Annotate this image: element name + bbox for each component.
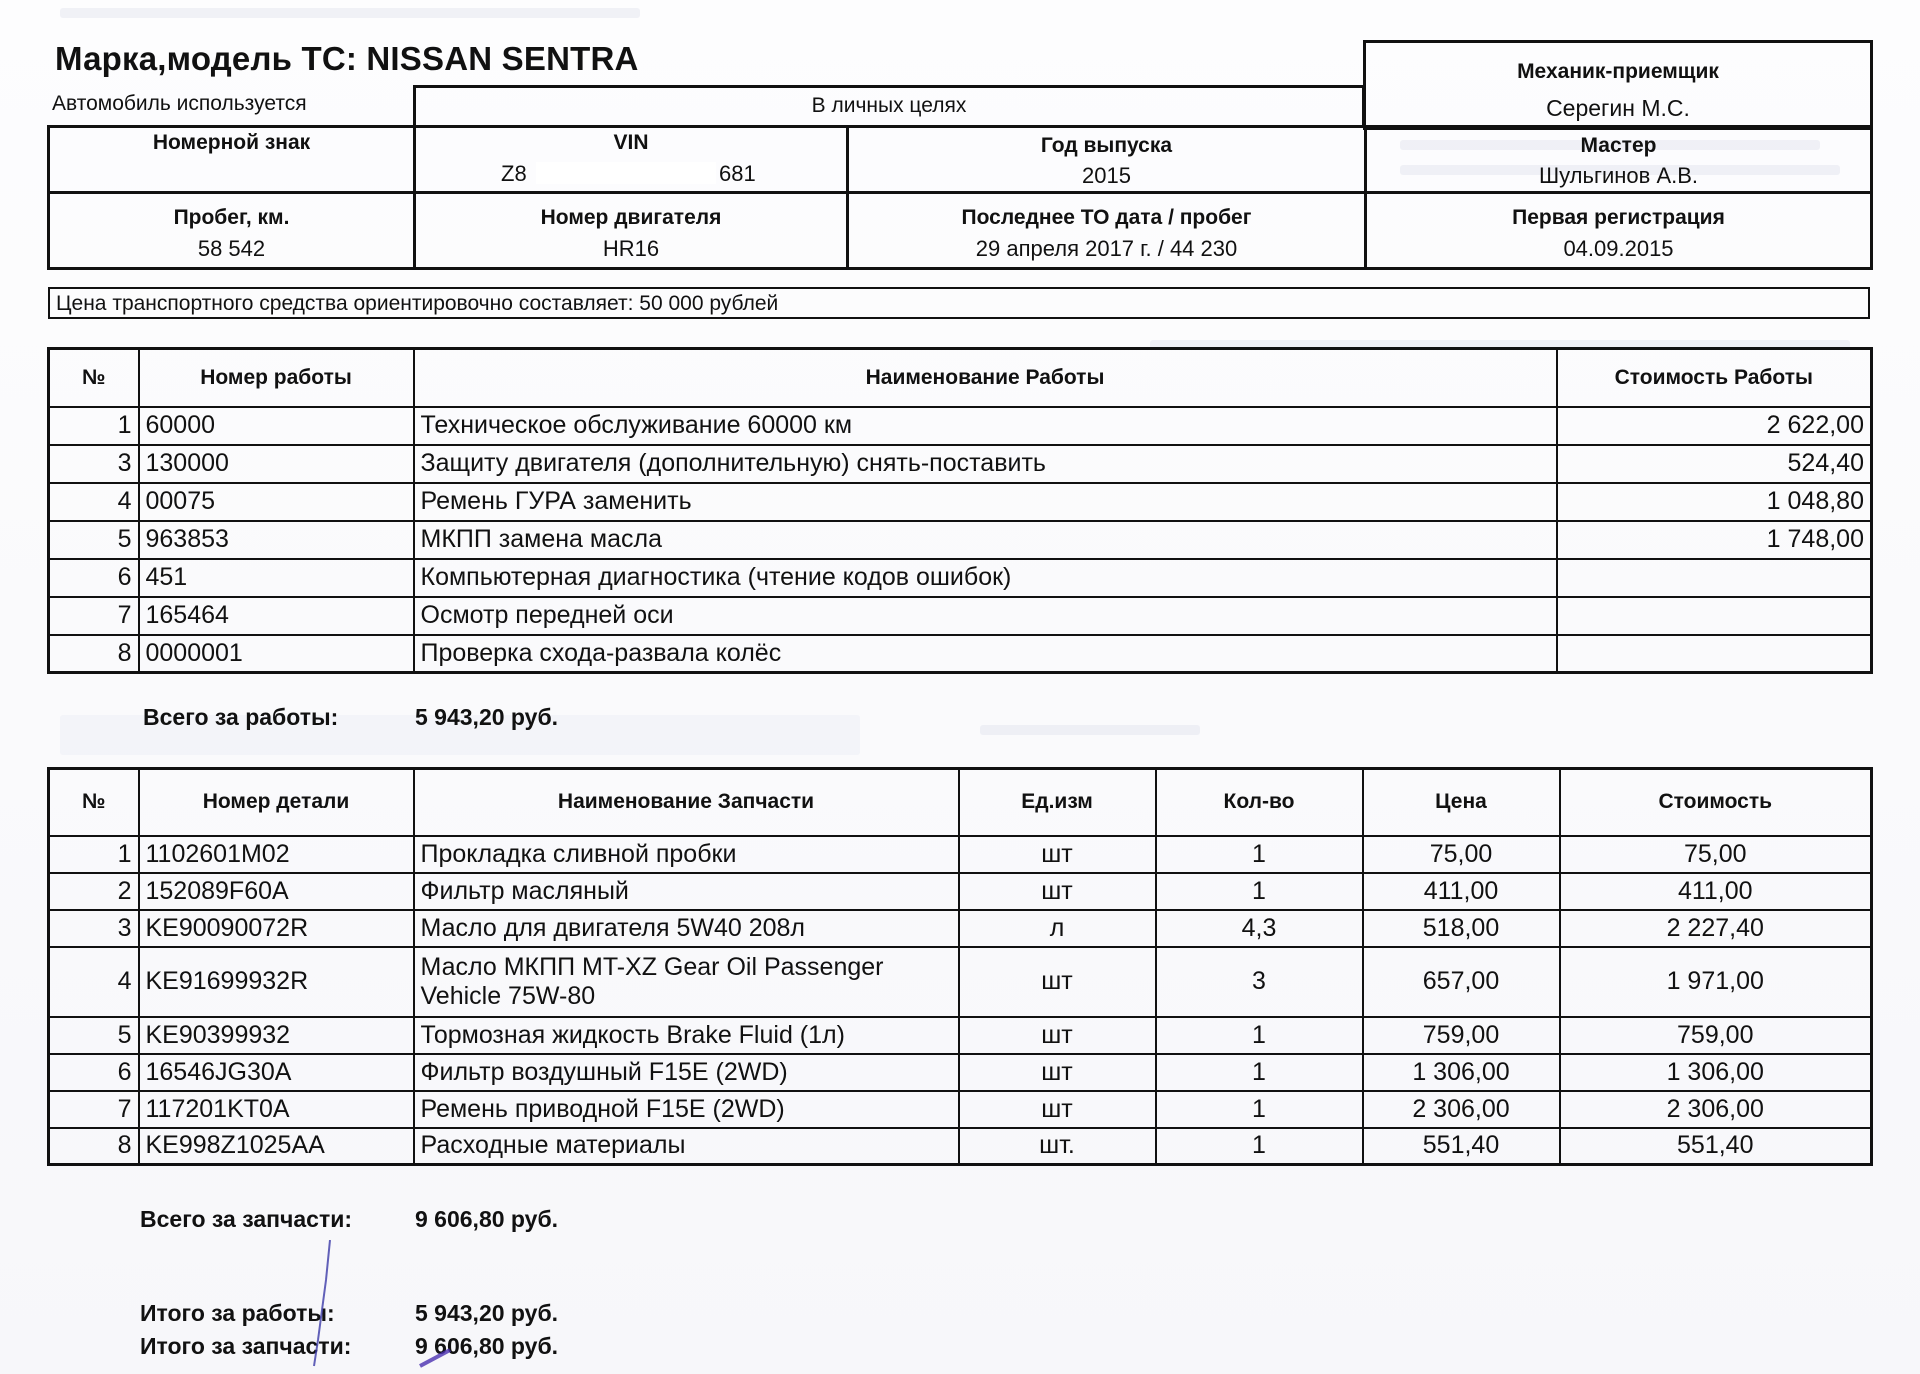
- signature-stroke: [300, 1240, 460, 1374]
- part-name: Ремень приводной F15E (2WD): [414, 1091, 959, 1128]
- work-num: 5: [49, 521, 139, 559]
- work-code: 0000001: [139, 635, 414, 673]
- work-code: 00075: [139, 483, 414, 521]
- works-total-label: Всего за работы:: [143, 704, 339, 730]
- part-name: Фильтр воздушный F15E (2WD): [414, 1054, 959, 1091]
- engine-cell: [416, 194, 849, 267]
- work-name: Проверка схода-развала колёс: [414, 635, 1557, 673]
- work-num: 7: [49, 597, 139, 635]
- vin-prefix: Z8: [501, 161, 527, 186]
- mileage-value: 58 542: [197, 236, 266, 261]
- receiver-value: Серегин М.С.: [1546, 95, 1690, 121]
- works-header-row: [49, 349, 1872, 407]
- part-num: 6: [49, 1054, 139, 1091]
- year-cell: [849, 128, 1367, 194]
- vin-suffix: 681: [719, 161, 756, 186]
- part-qty: 1: [1156, 873, 1363, 910]
- work-cost: [1557, 597, 1872, 635]
- part-name: Расходные материалы: [414, 1128, 959, 1165]
- part-num: 8: [49, 1128, 139, 1165]
- work-code: 130000: [139, 445, 414, 483]
- table-row: [49, 559, 1872, 597]
- part-price: 759,00: [1363, 1017, 1560, 1054]
- part-qty: 1: [1156, 1091, 1363, 1128]
- vin-label: VIN: [613, 131, 649, 154]
- work-code: 963853: [139, 521, 414, 559]
- master-label: Мастер: [1580, 134, 1657, 157]
- work-cost: 1 748,00: [1557, 521, 1872, 559]
- table-row: [49, 597, 1872, 635]
- part-code: 1102601M02: [139, 836, 414, 873]
- part-code: 16546JG30A: [139, 1054, 414, 1091]
- engine-label: Номер двигателя: [540, 206, 722, 229]
- last-to-value: 29 апреля 2017 г. / 44 230: [975, 236, 1238, 261]
- price-note: Цена транспортного средства ориентировочно составляет: 50 000 рублей: [56, 292, 779, 315]
- parts-col-num: №: [49, 769, 139, 836]
- table-row: [49, 407, 1872, 445]
- part-cost: 75,00: [1560, 836, 1872, 873]
- part-price: 518,00: [1363, 910, 1560, 947]
- part-qty: 1: [1156, 1017, 1363, 1054]
- year-value: 2015: [1082, 163, 1131, 188]
- table-row: [49, 635, 1872, 673]
- works-table: [47, 347, 1873, 674]
- part-cost: 2 227,40: [1560, 910, 1872, 947]
- part-code: KE90399932: [139, 1017, 414, 1054]
- part-unit: шт: [959, 873, 1156, 910]
- part-name: Прокладка сливной пробки: [414, 836, 959, 873]
- work-cost: 2 622,00: [1557, 407, 1872, 445]
- parts-col-name: Наименование Запчасти: [414, 769, 959, 836]
- plate-label: Номерной знак: [152, 131, 311, 154]
- part-unit: л: [959, 910, 1156, 947]
- work-name: Техническое обслуживание 60000 км: [414, 407, 1557, 445]
- part-unit: шт: [959, 1054, 1156, 1091]
- table-row: [49, 1017, 1872, 1054]
- part-qty: 1: [1156, 1054, 1363, 1091]
- work-cost: [1557, 559, 1872, 597]
- table-row: [49, 910, 1872, 947]
- part-qty: 1: [1156, 1128, 1363, 1165]
- parts-col-qty: Кол-во: [1156, 769, 1363, 836]
- part-price: 551,40: [1363, 1128, 1560, 1165]
- table-row: [49, 521, 1872, 559]
- work-num: 3: [49, 445, 139, 483]
- parts-col-code: Номер детали: [139, 769, 414, 836]
- work-cost: [1557, 635, 1872, 673]
- summary-works-value: 5 943,20 руб.: [415, 1300, 559, 1326]
- table-row: [49, 445, 1872, 483]
- works-col-cost: Стоимость Работы: [1557, 349, 1872, 407]
- master-cell: [1367, 128, 1870, 194]
- part-num: 3: [49, 910, 139, 947]
- part-unit: шт: [959, 947, 1156, 1017]
- receiver-label: Механик-приемщик: [1517, 60, 1719, 83]
- first-reg-cell: [1367, 194, 1870, 267]
- part-unit: шт.: [959, 1128, 1156, 1165]
- table-row: [49, 947, 1872, 1017]
- part-unit: шт: [959, 1017, 1156, 1054]
- work-num: 8: [49, 635, 139, 673]
- part-price: 657,00: [1363, 947, 1560, 1017]
- works-col-num: №: [49, 349, 139, 407]
- usage-value: В личных целях: [811, 94, 967, 117]
- work-name: Защиту двигателя (дополнительную) снять-поставить: [414, 445, 1557, 483]
- part-price: 2 306,00: [1363, 1091, 1560, 1128]
- part-num: 2: [49, 873, 139, 910]
- works-total-value: 5 943,20 руб.: [415, 704, 559, 730]
- year-label: Год выпуска: [1040, 134, 1173, 157]
- first-reg-value: 04.09.2015: [1563, 236, 1674, 261]
- work-num: 1: [49, 407, 139, 445]
- part-qty: 4,3: [1156, 910, 1363, 947]
- part-code: KE91699932R: [139, 947, 414, 1017]
- part-code: KE90090072R: [139, 910, 414, 947]
- last-to-label: Последнее ТО дата / пробег: [961, 206, 1252, 229]
- part-num: 7: [49, 1091, 139, 1128]
- vin-cell: [416, 128, 849, 194]
- receiver-box: [1363, 40, 1873, 130]
- usage-box: [413, 85, 1365, 127]
- part-unit: шт: [959, 1091, 1156, 1128]
- part-price: 1 306,00: [1363, 1054, 1560, 1091]
- mileage-label: Пробег, км.: [173, 206, 290, 229]
- summary-works-label: Итого за работы:: [140, 1300, 335, 1326]
- works-col-name: Наименование Работы: [414, 349, 1557, 407]
- work-code: 60000: [139, 407, 414, 445]
- parts-table: [47, 767, 1873, 1166]
- works-col-code: Номер работы: [139, 349, 414, 407]
- usage-label: Автомобиль используется: [52, 92, 307, 115]
- part-num: 4: [49, 947, 139, 1017]
- part-name: Масло для двигателя 5W40 208л: [414, 910, 959, 947]
- parts-total-value: 9 606,80 руб.: [415, 1206, 559, 1232]
- work-code: 451: [139, 559, 414, 597]
- vehicle-title: Марка,модель ТС: NISSAN SENTRA: [55, 40, 639, 77]
- parts-col-cost: Стоимость: [1560, 769, 1872, 836]
- engine-value: HR16: [602, 236, 660, 261]
- table-row: [49, 873, 1872, 910]
- part-code: KE998Z1025AA: [139, 1128, 414, 1165]
- table-row: [49, 1128, 1872, 1165]
- part-qty: 3: [1156, 947, 1363, 1017]
- work-cost: 1 048,80: [1557, 483, 1872, 521]
- last-to-cell: [849, 194, 1367, 267]
- part-cost: 759,00: [1560, 1017, 1872, 1054]
- part-price: 75,00: [1363, 836, 1560, 873]
- table-row: [49, 1054, 1872, 1091]
- table-row: [49, 836, 1872, 873]
- price-note-box: [48, 287, 1870, 319]
- work-num: 4: [49, 483, 139, 521]
- parts-col-unit: Ед.изм: [959, 769, 1156, 836]
- part-price: 411,00: [1363, 873, 1560, 910]
- work-name: Компьютерная диагностика (чтение кодов ошибок): [414, 559, 1557, 597]
- work-name: МКПП замена масла: [414, 521, 1557, 559]
- summary-parts-label: Итого за запчасти:: [140, 1333, 352, 1359]
- part-cost: 551,40: [1560, 1128, 1872, 1165]
- part-name: Фильтр масляный: [414, 873, 959, 910]
- part-num: 1: [49, 836, 139, 873]
- part-name: Масло МКПП MT-XZ Gear Oil Passenger Vehicle 75W-80: [414, 947, 959, 1017]
- parts-header-row: [49, 769, 1872, 836]
- table-row: [49, 483, 1872, 521]
- mileage-cell: [50, 194, 416, 267]
- work-code: 165464: [139, 597, 414, 635]
- part-name: Тормозная жидкость Brake Fluid (1л): [414, 1017, 959, 1054]
- work-name: Осмотр передней оси: [414, 597, 1557, 635]
- vin-redaction: [536, 162, 716, 184]
- part-cost: 411,00: [1560, 873, 1872, 910]
- work-cost: 524,40: [1557, 445, 1872, 483]
- part-unit: шт: [959, 836, 1156, 873]
- part-qty: 1: [1156, 836, 1363, 873]
- work-num: 6: [49, 559, 139, 597]
- part-code: 117201KT0A: [139, 1091, 414, 1128]
- table-row: [49, 1091, 1872, 1128]
- summary-parts-value: 9 606,80 руб.: [415, 1333, 559, 1359]
- vehicle-info-grid: [47, 125, 1873, 270]
- parts-total-label: Всего за запчасти:: [140, 1206, 353, 1232]
- part-num: 5: [49, 1017, 139, 1054]
- part-code: 152089F60A: [139, 873, 414, 910]
- first-reg-label: Первая регистрация: [1512, 206, 1725, 229]
- plate-cell: [50, 128, 416, 194]
- part-cost: 2 306,00: [1560, 1091, 1872, 1128]
- master-value: Шульгинов А.В.: [1538, 163, 1699, 188]
- work-name: Ремень ГУРА заменить: [414, 483, 1557, 521]
- part-cost: 1 306,00: [1560, 1054, 1872, 1091]
- parts-col-price: Цена: [1363, 769, 1560, 836]
- part-cost: 1 971,00: [1560, 947, 1872, 1017]
